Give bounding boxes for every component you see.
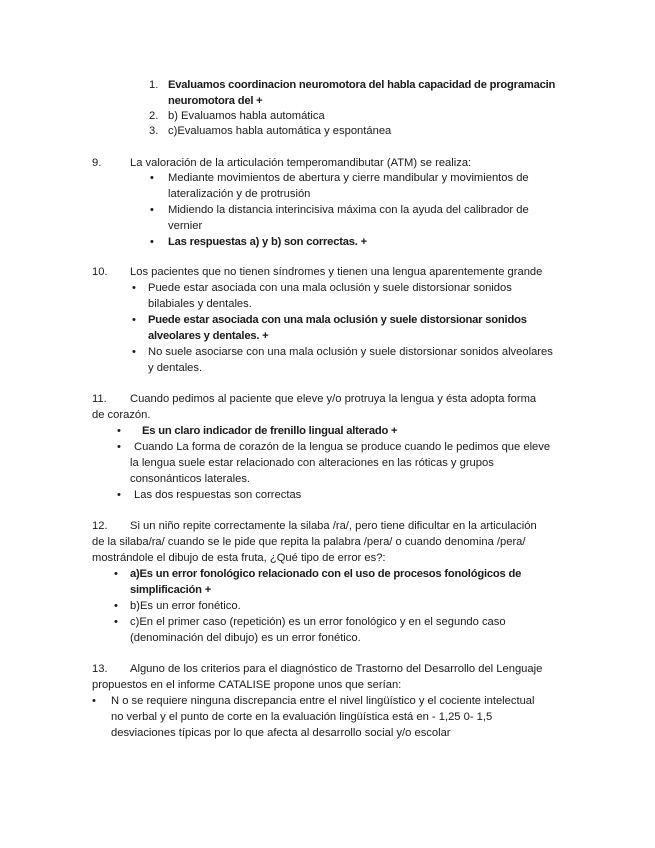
q13-option-1-line-2: no verbal y el punto de corte en la evaluación lingüística está en - 1,25 0- 1,5 [111,711,493,723]
q12-question-line-1: Si un niño repite correctamente la silaba /ra/, pero tiene dificultar en la articulación [130,520,537,532]
q12-bullet-3: • [114,616,118,628]
q8-option-1-number: 1. [149,79,159,91]
q11-option-1-text: Es un claro indicador de frenillo lingual alterado + [142,425,398,437]
q8-option-2-text: b) Evaluamos habla automática [168,110,325,122]
q11-option-3-text: Las dos respuestas son correctas [134,489,302,501]
q9-number: 9. [92,157,102,169]
q9-question: La valoración de la articulación temperomandibutar (ATM) se realiza: [130,157,472,169]
q9-bullet-3: • [150,236,154,248]
q10-option-2-line-1: Puede estar asociada con una mala oclusión y suele distorsionar sonidos [148,314,527,326]
q11-number: 11. [92,393,107,405]
q8-option-2-number: 2. [149,110,159,122]
q11-option-2-line-1: Cuando La forma de corazón de la lengua se produce cuando le pedimos que eleve [134,441,551,453]
q12-option-3-line-1: c)En el primer caso (repetición) es un error fonológico y en el segundo caso [130,616,506,628]
q8-option-3-number: 3. [149,125,159,137]
q12-bullet-2: • [114,600,118,612]
q13-bullet-1: • [92,695,96,707]
q9-option-2-line-2: vernier [168,220,203,232]
q10-option-3-line-1: No suele asociarse con una mala oclusión y suele distorsionar sonidos alveolares [148,346,553,358]
q11-question-line-1: Cuando pedimos al paciente que eleve y/o protruya la lengua y ésta adopta forma [130,393,537,405]
q11-option-2-line-3: consonánticos laterales. [130,473,251,485]
q10-bullet-1: • [132,282,136,294]
q9-option-2-line-1: Midiendo la distancia interincisiva máxima con la ayuda del calibrador de [168,204,529,216]
q13-option-1-line-1: N o se requiere ninguna discrepancia entre el nivel lingüístico y el cociente intelectual [111,695,535,707]
q12-option-1-line-2: simplificación + [130,584,212,596]
q13-option-1-line-3: desviaciones típicas por lo que afecta al desarrollo social y/o escolar [111,727,451,739]
q12-option-1-line-1: a)Es un error fonológico relacionado con el uso de procesos fonológicos de [130,568,522,580]
q13-question-line-1: Alguno de los criterios para el diagnóstico de Trastorno del Desarrollo del Lenguaje [130,663,543,675]
q11-bullet-2: • [117,441,121,453]
q11-question-line-2: de corazón. [92,409,151,421]
q8-option-1-line-1: Evaluamos coordinacion neuromotora del habla capacidad de programacin [168,79,556,91]
q9-bullet-2: • [150,204,154,216]
q9-option-1-line-1: Mediante movimientos de abertura y cierre mandibular y movimientos de [168,172,529,184]
q12-question-line-2: de la silaba/ra/ cuando se le pide que repita la palabra /pera/ o cuando denomina /pera/ [92,536,526,548]
q10-option-3-line-2: y dentales. [148,362,203,374]
q10-option-1-line-1: Puede estar asociada con una mala oclusión y suele distorsionar sonidos [148,282,512,294]
q10-bullet-2: • [132,314,136,326]
q8-option-1-line-2: neuromotora del + [168,95,263,107]
q9-option-3-text: Las respuestas a) y b) son correctas. + [168,236,367,248]
q13-question-line-2: propuestos en el informe CATALISE propone unos que serían: [92,679,402,691]
q10-question: Los pacientes que no tienen síndromes y tienen una lengua aparentemente grande [130,266,543,278]
q9-bullet-1: • [150,172,154,184]
q9-option-1-line-2: lateralización y de protrusión [168,188,311,200]
q11-bullet-1: • [117,425,121,437]
q12-bullet-1: • [114,568,118,580]
q13-number: 13. [92,663,108,675]
q12-question-line-3: mostrándole el dibujo de esta fruta, ¿Qué tipo de error es?: [92,552,386,564]
q10-number: 10. [92,266,108,278]
q8-option-3-text: c)Evaluamos habla automática y espontánea [168,125,392,137]
q12-option-3-line-2: (denominación del dibujo) es un error fonético. [130,632,361,644]
q10-option-1-line-2: bilabiales y dentales. [148,298,252,310]
q11-option-2-line-2: la lengua suele estar relacionado con alteraciones en las róticas y grupos [130,457,494,469]
q11-bullet-3: • [117,489,121,501]
q12-option-2-text: b)Es un error fonético. [130,600,241,612]
q12-number: 12. [92,520,108,532]
q10-bullet-3: • [132,346,136,358]
q10-option-2-line-2: alveolares y dentales. + [148,330,269,342]
